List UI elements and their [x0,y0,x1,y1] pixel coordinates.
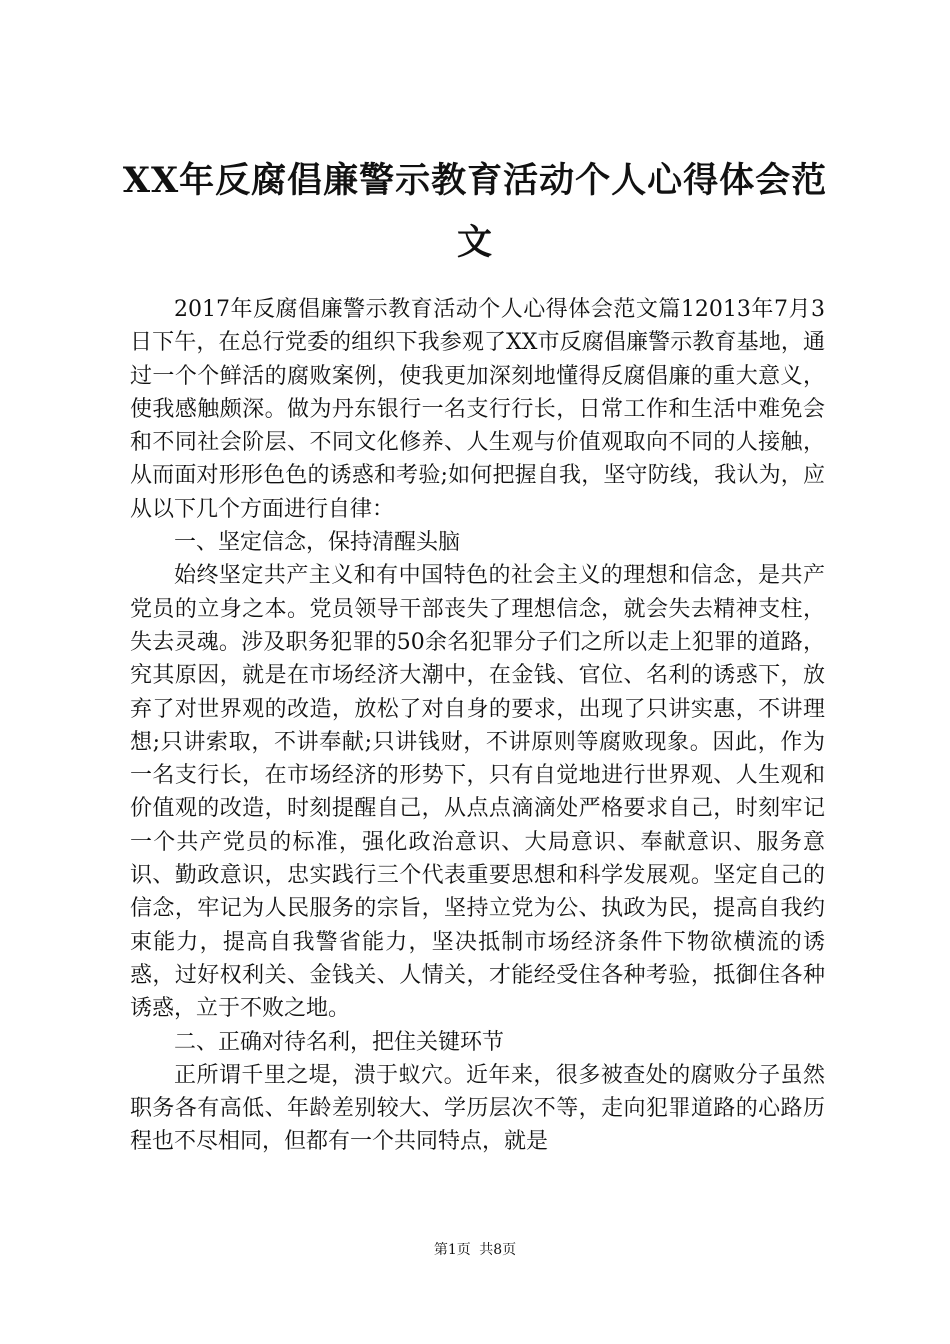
section-heading-1: 一、坚定信念，保持清醒头脑 [174,530,461,556]
paragraph-section-2: 正所谓千里之堤，溃于蚁穴。近年来，很多被查处的腐败分子虽然职务各有高低、年龄差别较大、学历层次不等，走向犯罪道路的心路历程也不尽相同，但都有一个共同特点，就是 [130,1062,825,1155]
page-footer [0,1240,950,1260]
document-title: XX年反腐倡廉警示教育活动个人心得体会范文 [122,160,828,263]
paragraph-section-1: 始终坚定共产主义和有中国特色的社会主义的理想和信念，是共产党员的立身之本。党员领导干部丧失了理想信念，就会失去精神支柱，失去灵魂。涉及职务犯罪的50余名犯罪分子们之所以走上犯罪的道路，究其原因，就是在市场经济大潮中，在金钱、官位、名利的诱惑下，放弃了对世界观的改造，放松了对自身的要求，出现了只讲实惠，不讲理想;只讲索取，不讲奉献;只讲钱财，不讲原则等腐败现象。因此，作为一名支行长，在市场经济的形势下，只有自觉地进行世界观、人生观和价值观的改造，时刻提醒自己，从点点滴滴处严格要求自己，时刻牢记一个共产党员的标准，强化政治意识、大局意识、奉献意识、服务意识、勤政意识，忠实践行三个代表重要思想和科学发展观。坚定自己的信念，牢记为人民服务的宗旨，坚持立党为公、执政为民，提高自我约束能力，提高自我警省能力，坚决抵制市场经济条件下物欲横流的诱惑，过好权利关、金钱关、人情关，才能经受住各种考验，抵御住各种诱惑，立于不败之地。 [130,563,825,1022]
section-heading-2: 二、正确对待名利，把住关键环节 [174,1029,505,1055]
paragraph-intro: 2017年反腐倡廉警示教育活动个人心得体会范文篇12013年7月3日下午，在总行党委的组织下我参观了XX市反腐倡廉警示教育基地，通过一个个鲜活的腐败案例，使我更加深刻地懂得反腐倡廉的重大意义，使我感触颇深。做为丹东银行一名支行行长，日常工作和生活中难免会和不同社会阶层、不同文化修养、人生观与价值观取向不同的人接触，从而面对形形色色的诱惑和考验;如何把握自我，坚守防线，我认为，应从以下几个方面进行自律： [130,297,825,522]
page-total: 共8页 [479,1242,517,1258]
document-body [130,293,825,1159]
page-number: 第1页 [433,1242,471,1258]
